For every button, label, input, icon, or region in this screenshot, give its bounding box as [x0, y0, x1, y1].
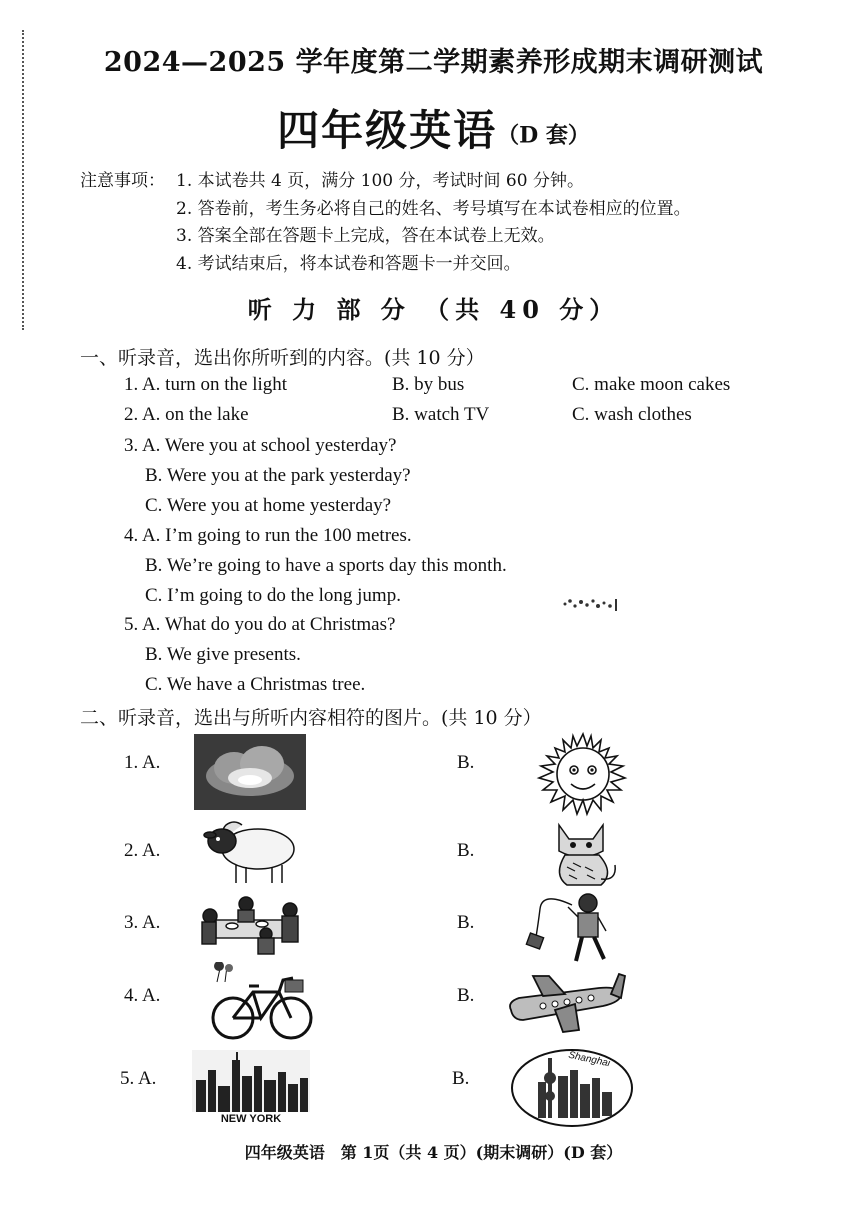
exam-subtitle — [0, 98, 867, 158]
q1-option-a: 1. A. turn on the light — [124, 374, 288, 395]
note-item: 1. 本试卷共 4 页，满分 100 分，考试时间 60 分钟。 — [176, 171, 584, 191]
pic-q1-a-label: 1. A. — [124, 752, 161, 773]
cloud-image — [194, 734, 306, 810]
q2-option-c: C. wash clothes — [572, 404, 692, 425]
part2-heading: 二、听录音，选出与所听内容相符的图片。(共 10 分） — [80, 707, 542, 729]
q2-option-a: 2. A. on the lake — [124, 404, 249, 425]
sheep-image — [200, 815, 300, 887]
plane-image — [503, 966, 627, 1038]
pic-q5-a-label: 5. A. — [120, 1068, 157, 1089]
part1-heading: 一、听录音，选出你所听到的内容。(共 10 分） — [80, 347, 485, 369]
new-york-image — [192, 1050, 310, 1126]
exam-notes — [80, 168, 691, 278]
pic-q3-b-label: B. — [457, 912, 475, 933]
pic-q4-b-label: B. — [457, 985, 475, 1006]
q4-option-a: 4. A. I’m going to run the 100 metres. — [124, 525, 412, 546]
pic-q2-b-label: B. — [457, 840, 475, 861]
q3-option-c: C. Were you at home yesterday? — [145, 495, 392, 516]
new-york-caption: NEW YORK — [220, 1113, 282, 1125]
shanghai-image — [510, 1048, 634, 1128]
pic-q5-b-label: B. — [452, 1068, 470, 1089]
q4-option-c: C. I’m going to do the long jump. — [145, 585, 401, 606]
q5-option-a: 5. A. What do you do at Christmas? — [124, 614, 396, 635]
q2-option-b: B. watch TV — [392, 404, 490, 425]
paper-set-label: （D 套） — [497, 122, 590, 149]
page-footer: 四年级英语 第 1页（共 4 页）(期末调研）(D 套） — [244, 1143, 623, 1162]
pic-q1-b-label: B. — [457, 752, 475, 773]
shanghai-caption: Shanghai — [567, 1049, 611, 1070]
q1-option-b: B. by bus — [392, 374, 465, 395]
note-item: 3. 答案全部在答题卡上完成，答在本试卷上无效。 — [176, 226, 555, 246]
notes-label: 注意事项： — [80, 171, 165, 191]
q4-option-b: B. We’re going to have a sports day this month. — [145, 555, 507, 576]
note-item: 2. 答卷前，考生务必将自己的姓名、考号填写在本试卷相应的位置。 — [176, 198, 691, 219]
family-dinner-image — [196, 890, 306, 956]
listening-section-title: 听 力 部 分 （共 40 分） — [247, 295, 620, 324]
boy-flying-kite-image — [522, 885, 614, 967]
q1-option-c: C. make moon cakes — [572, 374, 731, 395]
pic-q2-a-label: 2. A. — [124, 840, 161, 861]
cat-image — [545, 815, 621, 889]
scan-noise-speck — [560, 594, 622, 614]
pic-q4-a-label: 4. A. — [124, 985, 161, 1006]
exam-title: 2024—2025 学年度第二学期素养形成期末调研测试 — [103, 47, 764, 78]
pic-q3-a-label: 3. A. — [124, 912, 161, 933]
q3-option-b: B. Were you at the park yesterday? — [145, 465, 411, 486]
sun-image — [527, 730, 639, 818]
bicycle-image — [205, 962, 317, 1044]
q3-option-a: 3. A. Were you at school yesterday? — [124, 435, 397, 456]
q5-option-b: B. We give presents. — [145, 644, 301, 665]
q5-option-c: C. We have a Christmas tree. — [145, 674, 366, 695]
subject-title: 四年级英语 — [277, 106, 498, 155]
note-item: 4. 考试结束后，将本试卷和答题卡一并交回。 — [176, 253, 521, 274]
